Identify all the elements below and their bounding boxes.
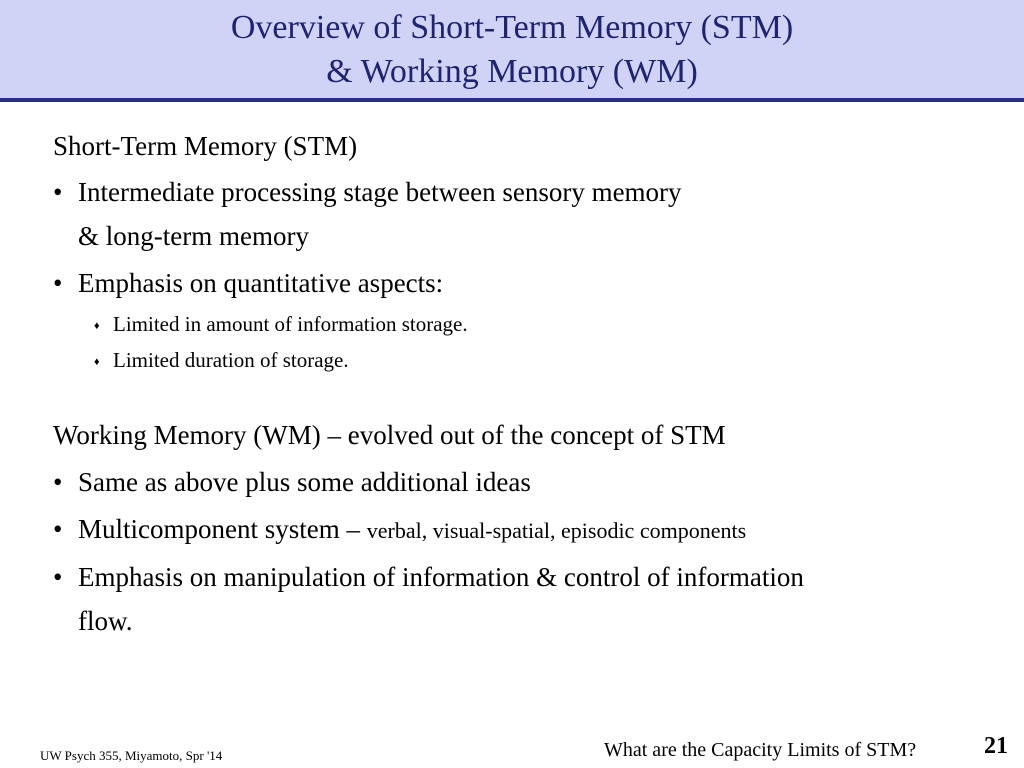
stm-bullet-2-text: Emphasis on quantitative aspects: — [78, 268, 444, 298]
stm-bullet-1-line2: & long-term memory — [78, 221, 309, 251]
wm-bullet-3 — [53, 555, 953, 643]
stm-bullet-1-line1: Intermediate processing stage between sensory memory — [78, 177, 682, 207]
bullet-icon: • — [53, 177, 63, 207]
title-bar — [0, 0, 1024, 102]
bullet-icon: • — [53, 514, 63, 544]
title-line-1: Overview of Short-Term Memory (STM) — [230, 9, 794, 46]
title-line-2: & Working Memory (WM) — [326, 53, 698, 90]
stm-bullet-1 — [53, 170, 953, 258]
wm-bullet-2-main: Multicomponent system – — [78, 514, 367, 544]
wm-bullet-2-content — [53, 507, 953, 553]
footer-course-label: UW Psych 355, Miyamoto, Spr '14 — [40, 748, 223, 763]
wm-bullet-3-line2: flow. — [78, 606, 133, 636]
footer-section-title: What are the Capacity Limits of STM? — [604, 739, 917, 761]
wm-bullet-1-text: Same as above plus some additional ideas — [78, 467, 531, 497]
stm-sub-bullet-1-text: Limited in amount of information storage. — [113, 312, 468, 336]
wm-bullet-3-line1: Emphasis on manipulation of information & control of information — [78, 562, 804, 592]
page-number: 21 — [984, 733, 1008, 759]
diamond-bullet-icon: ♦ — [94, 356, 100, 368]
wm-heading: Working Memory (WM) – evolved out of the concept of STM — [53, 420, 726, 450]
bullet-icon: • — [53, 268, 63, 298]
bullet-icon: • — [53, 467, 63, 497]
diamond-bullet-icon: ♦ — [94, 320, 100, 332]
stm-sub-bullet-2-text: Limited duration of storage. — [113, 348, 349, 372]
stm-bullet-2 — [53, 261, 953, 305]
stm-sub-bullet-1 — [94, 310, 468, 340]
bullet-icon: • — [53, 562, 63, 592]
wm-bullet-1 — [53, 460, 953, 504]
wm-bullet-2 — [53, 507, 953, 553]
wm-bullet-2-detail: verbal, visual-spatial, episodic components — [366, 518, 747, 543]
stm-heading: Short-Term Memory (STM) — [53, 131, 358, 161]
stm-sub-bullet-2 — [94, 346, 349, 376]
